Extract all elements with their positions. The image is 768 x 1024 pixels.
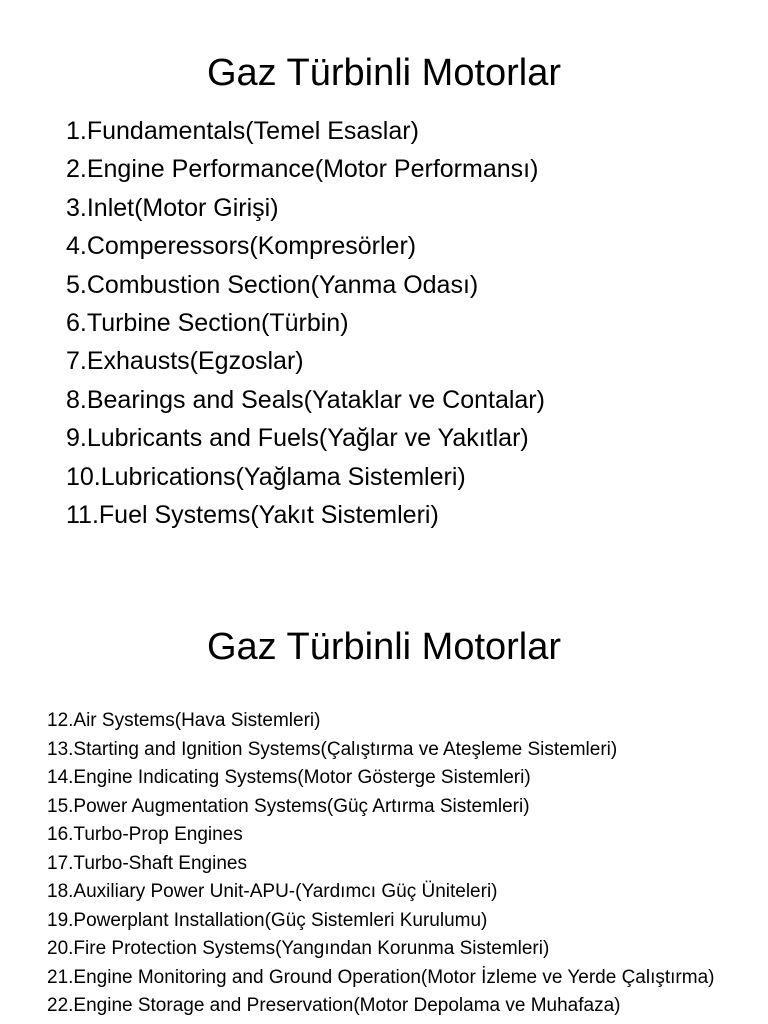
- list-item: 10.Lubrications(Yağlama Sistemleri): [66, 462, 466, 491]
- slide-2: [0, 576, 768, 1024]
- list-item: 21.Engine Monitoring and Ground Operation(Motor İzleme ve Yerde Çalıştırma): [47, 966, 715, 988]
- list-item: 8.Bearings and Seals(Yataklar ve Contalar): [66, 385, 545, 414]
- topic-list: [47, 710, 747, 1024]
- list-item: 4.Comperessors(Kompresörler): [66, 232, 417, 261]
- list-item: 19.Powerplant Installation(Güç Sistemleri Kurulumu): [47, 909, 488, 931]
- list-item: 6.Turbine Section(Türbin): [66, 309, 349, 338]
- list-item: 18.Auxiliary Power Unit-APU-(Yardımcı Güç Üniteleri): [47, 881, 498, 902]
- list-item: 3.Inlet(Motor Girişi): [66, 193, 279, 222]
- list-item: 17.Turbo-Shaft Engines: [47, 852, 247, 874]
- list-item: 12.Air Systems(Hava Sistemleri): [47, 710, 321, 731]
- list-item: 7.Exhausts(Egzoslar): [66, 347, 304, 376]
- list-item: 9.Lubricants and Fuels(Yağlar ve Yakıtlar): [66, 424, 529, 453]
- list-item: 14.Engine Indicating Systems(Motor Gösterge Sistemleri): [47, 767, 531, 788]
- list-item: 20.Fire Protection Systems(Yangından Korunma Sistemleri): [47, 938, 550, 959]
- list-item: 15.Power Augmentation Systems(Güç Artırma Sistemleri): [47, 795, 530, 817]
- list-item: 11.Fuel Systems(Yakıt Sistemleri): [66, 501, 439, 530]
- list-item: 13.Starting and Ignition Systems(Çalıştırma ve Ateşleme Sistemleri): [47, 738, 618, 760]
- slide-title: Gaz Türbinli Motorlar: [206, 52, 562, 94]
- list-item: 16.Turbo-Prop Engines: [47, 824, 243, 845]
- list-item: 1.Fundamentals(Temel Esaslar): [66, 117, 419, 145]
- list-item: 2.Engine Performance(Motor Performansı): [66, 155, 539, 184]
- topic-list: [66, 112, 545, 534]
- list-item: 22.Engine Storage and Preservation(Motor Depolama ve Muhafaza): [47, 995, 621, 1016]
- list-item: 5.Combustion Section(Yanma Odası): [66, 270, 479, 299]
- slide-title: Gaz Türbinli Motorlar: [206, 626, 562, 668]
